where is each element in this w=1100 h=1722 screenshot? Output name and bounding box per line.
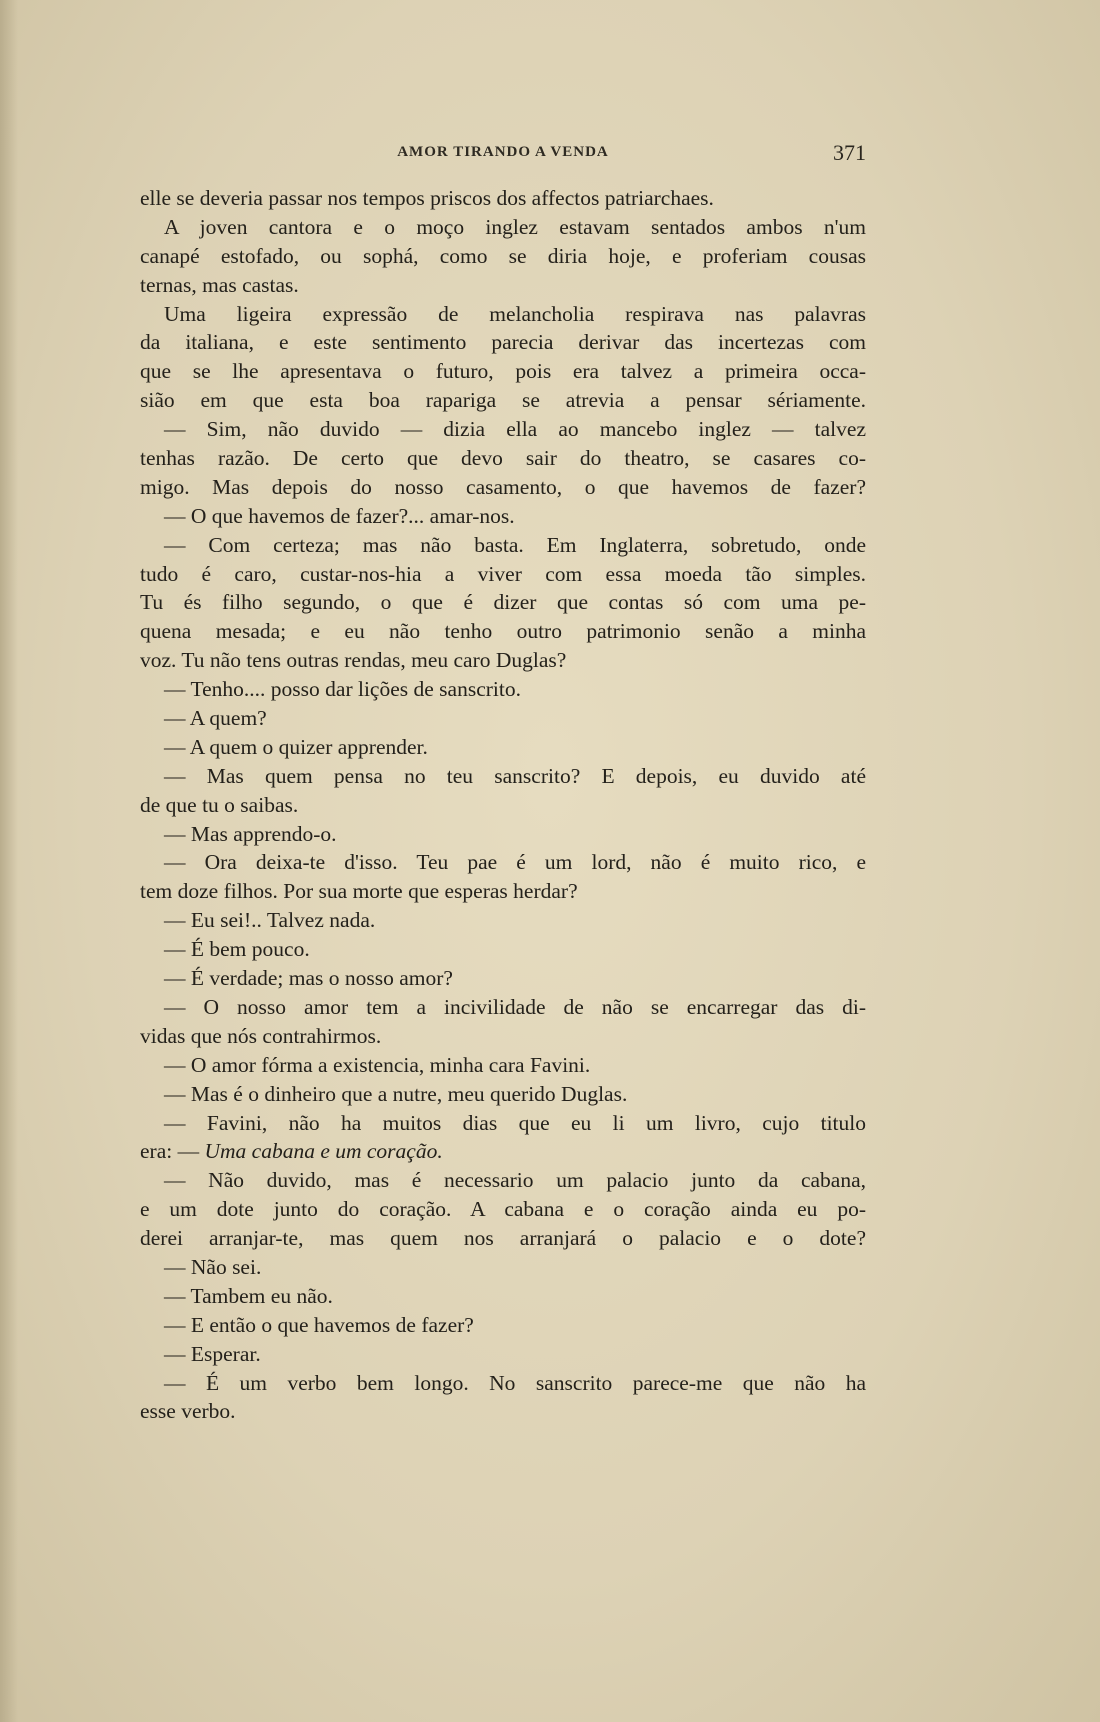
text-line: derei arranjar-te, mas quem nos arranjará o palacio e o dote? (140, 1226, 866, 1251)
text-line: — Esperar. (164, 1341, 261, 1366)
italic-book-title: Uma cabana e um coração. (204, 1139, 443, 1164)
text-line: quena mesada; e eu não tenho outro patrimonio senão a minha (140, 619, 866, 644)
text-line: — O nosso amor tem a incivilidade de não se encarregar das di- (164, 994, 866, 1019)
text-line: Tu és filho segundo, o que é dizer que contas só com uma pe- (140, 590, 866, 615)
text-line: e um dote junto do coração. A cabana e o coração ainda eu po- (140, 1197, 866, 1222)
text-line: — Sim, não duvido — dizia ella ao mancebo inglez — talvez (164, 417, 866, 442)
text-line (140, 1137, 866, 1166)
text-line: canapé estofado, ou sophá, como se diria hoje, e proferiam cousas (140, 243, 866, 268)
text-line: — Ora deixa-te d'isso. Teu pae é um lord, não é muito rico, e (164, 850, 866, 875)
text-line: — Não sei. (164, 1254, 262, 1279)
text-line: ternas, mas castas. (140, 272, 299, 297)
text-line: Uma ligeira expressão de melancholia respirava nas palavras (164, 301, 866, 326)
text-line: que se lhe apresentava o futuro, pois era talvez a primeira occa- (140, 359, 866, 384)
text-line: elle se deveria passar nos tempos priscos dos affectos patriarchaes. (140, 186, 714, 210)
page-number: 371 (833, 140, 866, 165)
text-line: — A quem? (164, 706, 267, 731)
text-line: — É verdade; mas o nosso amor? (164, 966, 453, 991)
text-line: tudo é caro, custar-nos-hia a viver com essa moeda tão simples. (140, 561, 866, 586)
text-line: — Não duvido, mas é necessario um palacio junto da cabana, (164, 1168, 866, 1193)
text-line: voz. Tu não tens outras rendas, meu caro Duglas? (140, 648, 567, 673)
text-line: — Mas é o dinheiro que a nutre, meu querido Duglas. (164, 1081, 628, 1106)
text-line: — É um verbo bem longo. No sanscrito parece-me que não ha (164, 1370, 866, 1395)
text-line: — Com certeza; mas não basta. Em Inglaterra, sobretudo, onde (164, 532, 866, 557)
text-line: sião em que esta boa rapariga se atrevia a pensar sériamente. (140, 388, 866, 413)
text-line: migo. Mas depois do nosso casamento, o que havemos de fazer? (140, 474, 866, 499)
text-line: tenhas razão. De certo que devo sair do theatro, se casares co- (140, 446, 866, 471)
text-line: tem doze filhos. Por sua morte que esperas herdar? (140, 879, 578, 904)
page-header (140, 140, 866, 170)
text-line: — O amor fórma a existencia, minha cara Favini. (164, 1052, 591, 1077)
text-line: — Mas quem pensa no teu sanscrito? E depois, eu duvido até (164, 763, 866, 788)
text-line: vidas que nós contrahirmos. (140, 1023, 382, 1048)
text-line: — Mas apprendo-o. (164, 821, 337, 846)
text-line: A joven cantora e o moço inglez estavam sentados ambos n'um (164, 214, 866, 239)
text-line: — Tenho.... posso dar lições de sanscrito. (164, 677, 521, 702)
text-line: — A quem o quizer apprender. (164, 734, 428, 759)
text-line: — E então o que havemos de fazer? (164, 1312, 474, 1337)
body-text (140, 184, 866, 1426)
text-line: — Eu sei!.. Talvez nada. (164, 908, 376, 933)
text-line-prefix: era: — (140, 1139, 205, 1164)
text-line: — O que havemos de fazer?... amar-nos. (164, 503, 515, 528)
text-line: — Tambem eu não. (164, 1283, 333, 1308)
text-line: — É bem pouco. (164, 937, 310, 962)
running-title: AMOR TIRANDO A VENDA (397, 144, 609, 160)
text-line: de que tu o saibas. (140, 792, 299, 817)
text-line: esse verbo. (140, 1399, 236, 1424)
text-line: — Favini, não ha muitos dias que eu li um livro, cujo titulo (164, 1110, 866, 1135)
text-line: da italiana, e este sentimento parecia derivar das incertezas com (140, 330, 866, 355)
